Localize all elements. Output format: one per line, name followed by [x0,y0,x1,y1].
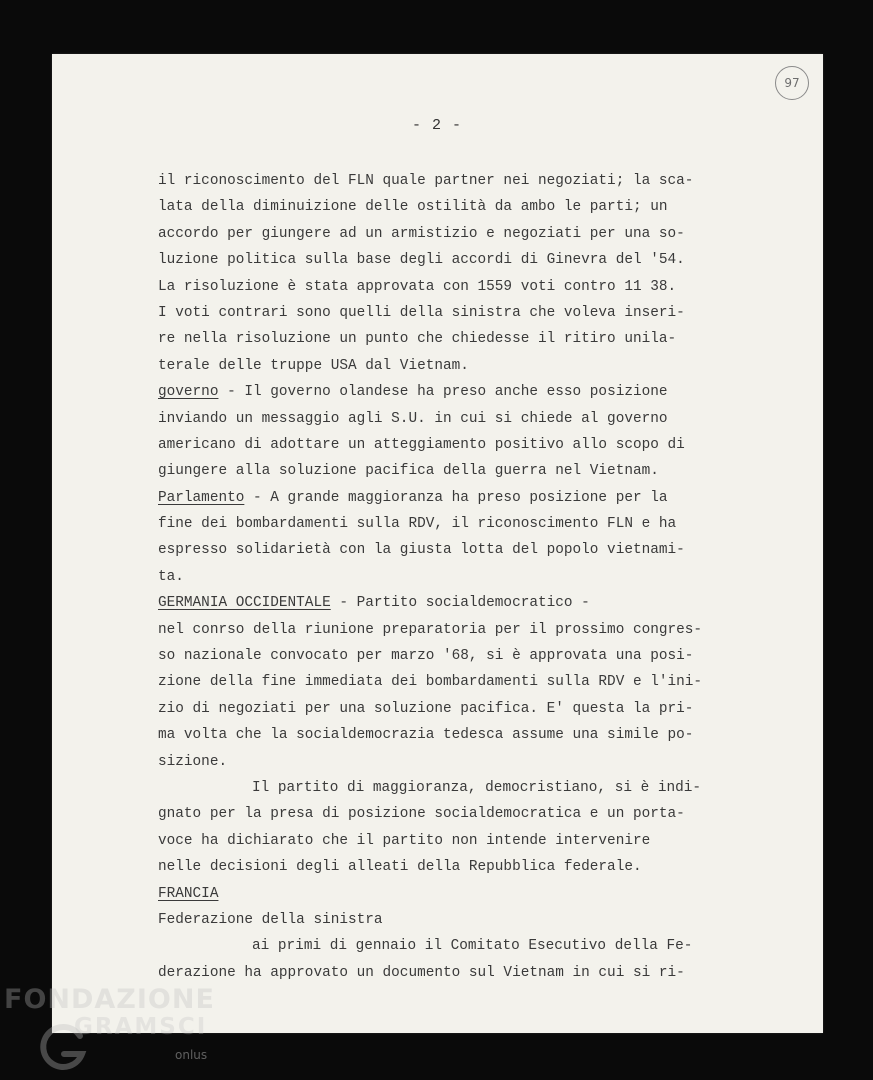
text-line: accordo per giungere ad un armistizio e negoziati per una so- [158,225,685,242]
text-line: I voti contrari sono quelli della sinistra che voleva inseri- [158,304,685,321]
text-line: re nella risoluzione un punto che chiedesse il ritiro unila- [158,331,677,348]
text-line: ai primi di gennaio il Comitato Esecutivo della Fe- [252,938,693,955]
text-line: sizione. [158,753,228,770]
page-number: - 2 - [411,117,462,134]
text-line: americano di adottare un atteggiamento positivo allo scopo di [158,436,685,453]
archive-stamp: 97 [775,66,809,100]
text-line [158,379,798,405]
section-heading: GERMANIA OCCIDENTALE [158,595,331,612]
text-line: La risoluzione è stata approvata con 1559 voti contro 11 38. [158,278,677,295]
document-page [52,54,823,1033]
watermark-line-1: FONDAZIONE [4,984,215,1015]
text-line: gnato per la presa di posizione socialdemocratica e un porta- [158,806,685,823]
text-line: Il partito di maggioranza, democristiano, si è indi- [252,779,702,796]
text-line: ta. [158,568,184,585]
text-line: Federazione della sinistra [158,911,383,928]
text-line: voce ha dichiarato che il partito non intende intervenire [158,832,651,849]
text-line: terale delle truppe USA dal Vietnam. [158,357,469,374]
text-line: luzione politica sulla base degli accordi di Ginevra del '54. [158,252,685,269]
heading-text: - A grande maggioranza ha preso posizione per la [244,489,668,506]
typed-text-body [158,168,798,986]
text-line: zione della fine immediata dei bombardamenti sulla RDV e l'ini- [158,674,703,691]
text-line: fine dei bombardamenti sulla RDV, il riconoscimento FLN e ha [158,516,677,533]
text-line: ma volta che la socialdemocrazia tedesca assume una simile po- [158,727,694,744]
watermark-subtitle: onlus [175,1048,208,1062]
text-line: giungere alla soluzione pacifica della guerra nel Vietnam. [158,463,659,480]
text-line: zio di negoziati per una soluzione pacifica. E' questa la pri- [158,700,694,717]
section-heading: Parlamento [158,489,245,506]
text-line [158,485,798,511]
heading-text: - Il governo olandese ha preso anche esso posizione [218,384,668,401]
text-line: nelle decisioni degli alleati della Repubblica federale. [158,859,642,876]
section-heading: governo [158,384,219,401]
text-line: espresso solidarietà con la giusta lotta del popolo vietnami- [158,542,685,559]
text-line: derazione ha approvato un documento sul Vietnam in cui si ri- [158,964,685,981]
heading-text: - Partito socialdemocratico - [330,595,590,612]
text-line [158,881,798,907]
text-line: il riconoscimento del FLN quale partner nei negoziati; la sca- [158,173,694,189]
text-line: nel conrso della riunione preparatoria per il prossimo congres- [158,621,703,638]
text-line [158,590,798,616]
text-line: inviando un messaggio agli S.U. in cui si chiede al governo [158,410,668,427]
text-line: so nazionale convocato per marzo '68, si è approvata una posi- [158,648,694,665]
text-line: lata della diminuizione delle ostilità da ambo le parti; un [158,199,668,216]
watermark-line-2: GRAMSCI [74,1014,208,1040]
section-heading: FRANCIA [158,885,219,902]
